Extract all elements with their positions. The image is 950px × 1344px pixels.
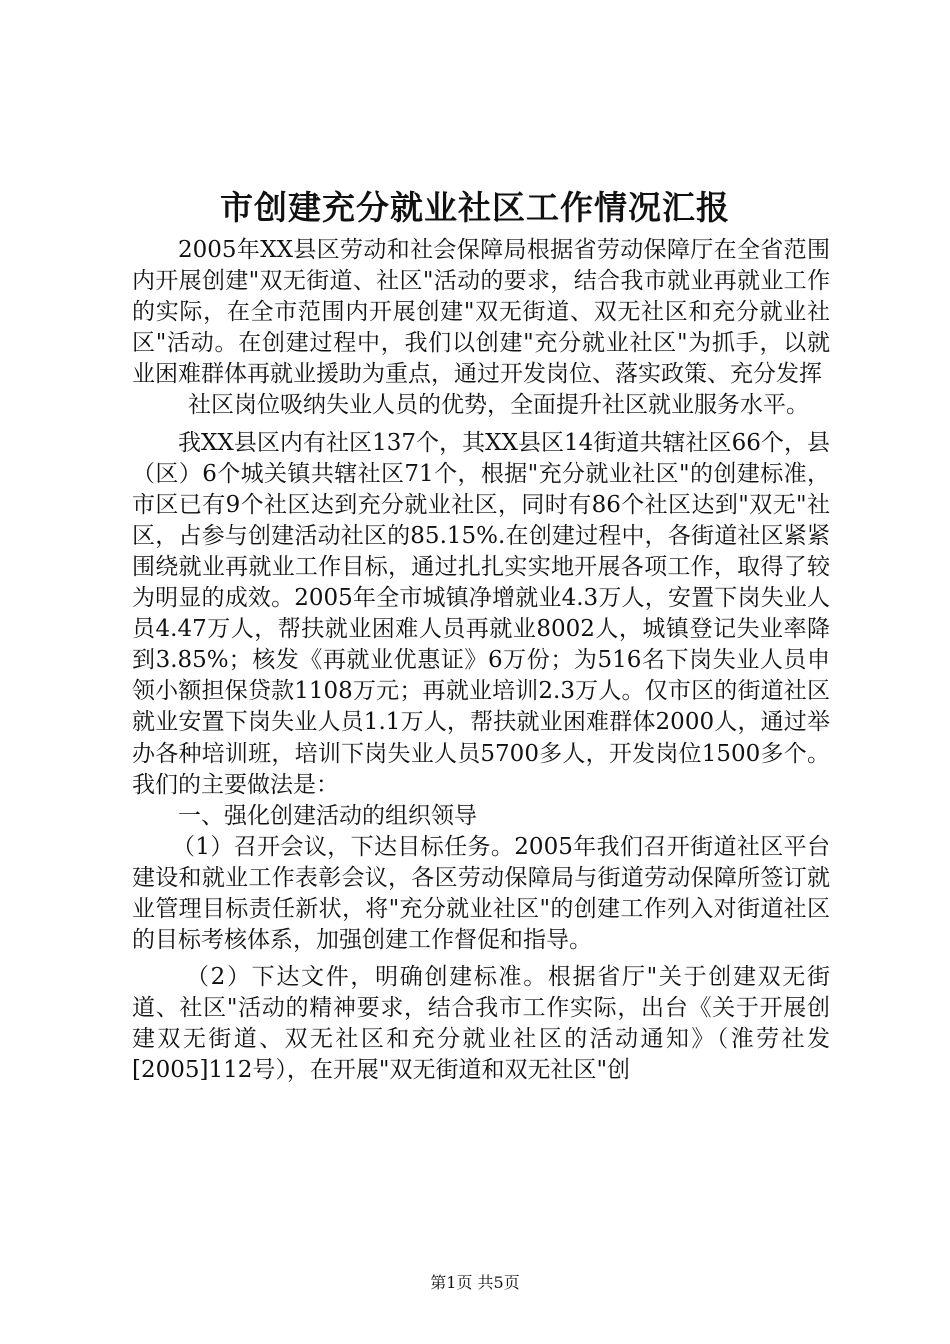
paragraph-intro-continued: 社区岗位吸纳失业人员的优势，全面提升社区就业服务水平。: [188, 392, 809, 419]
page-number-footer: 第1页 共5页: [430, 1273, 520, 1292]
paragraph-item-1: （1）召开会议，下达目标任务。2005年我们召开街道社区平台建设和就业工作表彰会议，各区劳动保障局与街道劳动保障所签订就业管理目标责任新状，将"充分就业社区"的创建工作列入对街道社区的目标考核体系，加强创建工作督促和指导。: [132, 833, 830, 954]
paragraph-intro: 2005年XX县区劳动和社会保障局根据省劳动保障厅在全省范围内开展创建"双无街道、社区"活动的要求，结合我市就业再就业工作的实际，在全市范围内开展创建"双无街道、双无社区和充分就业社区"活动。在创建过程中，我们以创建"充分就业社区"为抓手，以就业困难群体再就业援助为重点，通过开发岗位、落实政策、充分发挥: [132, 237, 830, 388]
document-body: [132, 235, 830, 1087]
paragraph-item-2: （2）下达文件，明确创建标准。根据省厅"关于创建双无街道、社区"活动的精神要求，结合我市工作实际，出台《关于开展创建双无街道、双无社区和充分就业社区的活动通知》（淮劳社发[2005]112号），在开展"双无街道和双无社区"创: [132, 964, 830, 1084]
section-heading-1: 一、强化创建活动的组织领导: [178, 802, 477, 829]
paragraph-achievements: 我XX县区内有社区137个，其XX县区14街道共辖社区66个，县（区）6个城关镇共辖社区71个，根据"充分就业社区"的创建标准，市区已有9个社区达到充分就业社区，同时有86个社区达到"双无"社区，占参与创建活动社区的85.15%.在创建过程中，各街道社区紧紧围绕就业再就业工作目标，通过扎扎实实地开展各项工作，取得了较为明显的成效。2005年全市城镇净增就业4.3万人，安置下岗失业人员4.47万人，帮扶就业困难人员再就业8002人，城镇登记失业率降到3.85%；核发《再就业优惠证》6万份；为516名下岗失业人员申领小额担保贷款1108万元；再就业培训2.3万人。仅市区的街道社区就业安置下岗失业人员1.1万人，帮扶就业困难群体2000人，通过举办各种培训班，培训下岗失业人员5700多人，开发岗位1500多个。我们的主要做法是：: [132, 429, 830, 798]
document-title: 市创建充分就业社区工作情况汇报: [220, 188, 730, 227]
